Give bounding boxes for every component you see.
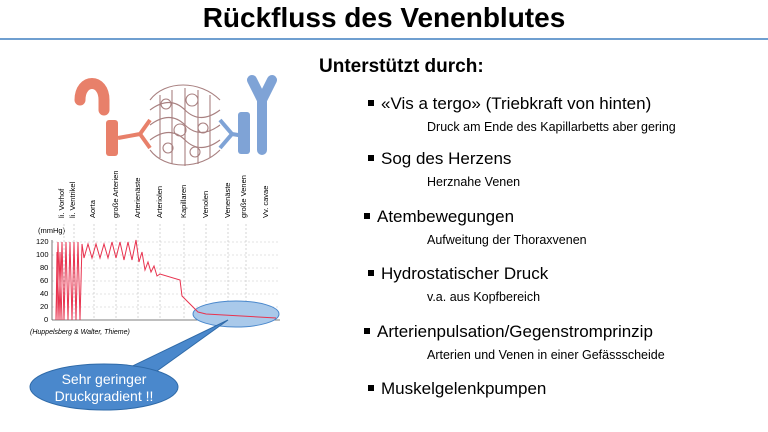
bullet-subtext: Herznahe Venen bbox=[427, 175, 521, 189]
vein-vessel bbox=[238, 112, 250, 154]
bullet-marker-icon bbox=[368, 270, 374, 276]
y-tick-label: 100 bbox=[36, 250, 49, 259]
y-tick-label: 60 bbox=[40, 276, 49, 285]
capillary-network bbox=[150, 85, 220, 166]
bullet-marker-icon bbox=[368, 100, 374, 106]
bullet-marker-icon bbox=[368, 155, 374, 161]
vessel-labels bbox=[57, 170, 270, 218]
artery-branch bbox=[118, 120, 150, 148]
subtitle: Unterstützt durch: bbox=[319, 56, 484, 77]
vessel-label: Vv. cavae bbox=[261, 185, 270, 218]
bullet-text: Atembewegungen bbox=[377, 207, 515, 226]
bullet-item bbox=[368, 94, 676, 134]
bullet-marker-icon bbox=[364, 213, 370, 219]
slide-title: Rückfluss des Venenblutes bbox=[202, 2, 566, 33]
vessel-label: große Venen bbox=[239, 175, 248, 218]
y-tick-label: 80 bbox=[40, 263, 49, 272]
bullet-item bbox=[368, 264, 548, 304]
bullet-item bbox=[368, 207, 587, 247]
y-tick-label: 40 bbox=[40, 289, 49, 298]
bullet-text: Hydrostatischer Druck bbox=[381, 264, 549, 283]
callout-text: Sehr geringer Druckgradient !! bbox=[54, 371, 154, 404]
aorta-arch bbox=[80, 84, 104, 111]
vessel-label: li. Ventrikel bbox=[68, 181, 77, 218]
bullet-subtext: v.a. aus Kopfbereich bbox=[427, 290, 541, 304]
artery-vessel bbox=[106, 120, 118, 156]
vessel-label: große Arterien bbox=[111, 170, 120, 218]
vessel-label: li. Vorhof bbox=[57, 188, 66, 218]
vessel-label: Venenäste bbox=[223, 182, 232, 218]
bullet-item bbox=[368, 149, 520, 189]
y-tick-label: 120 bbox=[36, 237, 49, 246]
vessel-label: Arteriolen bbox=[155, 185, 164, 218]
bullet-subtext: Arterien und Venen in einer Gefässscheide bbox=[427, 348, 665, 362]
bullet-marker-icon bbox=[368, 385, 374, 391]
bullet-item bbox=[368, 379, 546, 399]
figure-source: (Huppelsberg & Walter, Thieme) bbox=[30, 329, 130, 336]
y-axis-unit: (mmHg) bbox=[38, 226, 66, 235]
bullet-text: Arterienpulsation/Gegenstromprinzip bbox=[377, 322, 653, 341]
bullet-text: Muskelgelenkpumpen bbox=[381, 379, 547, 398]
vessel-label: Kapillaren bbox=[179, 184, 188, 218]
title-divider bbox=[0, 38, 768, 40]
callout-bubble bbox=[0, 300, 300, 432]
vena-cava bbox=[252, 80, 272, 150]
vessel-label: Venolen bbox=[201, 190, 210, 218]
bullet-text: «Vis a tergo» (Triebkraft von hinten) bbox=[381, 94, 652, 113]
bullet-subtext: Aufweitung der Thoraxvenen bbox=[427, 233, 587, 247]
y-tick-label: 20 bbox=[40, 302, 49, 311]
bullet-subtext: Druck am Ende des Kapillarbetts aber gering bbox=[427, 120, 676, 134]
vessel-label: Aorta bbox=[88, 200, 97, 218]
bullet-text: Sog des Herzens bbox=[381, 149, 512, 168]
vessel-label: Arterienäste bbox=[133, 177, 142, 218]
bullet-marker-icon bbox=[364, 328, 370, 334]
y-tick-label: 0 bbox=[44, 315, 49, 324]
bullet-item bbox=[368, 322, 665, 362]
